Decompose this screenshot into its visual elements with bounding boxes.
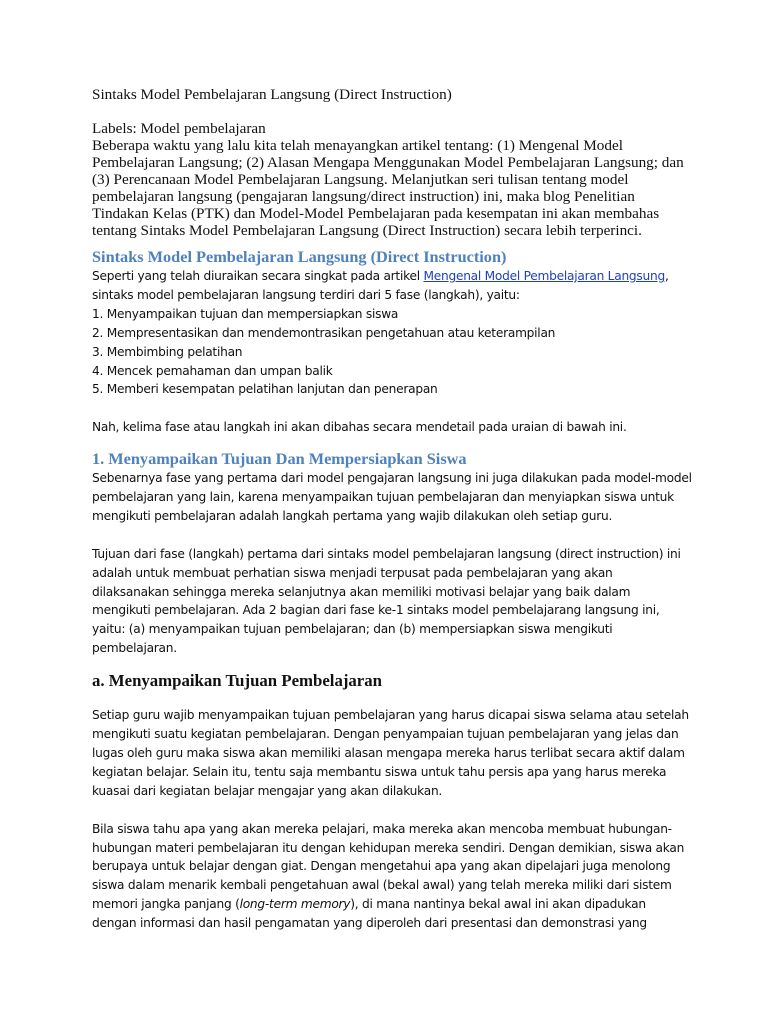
paragraph-text: Bila siswa tahu apa yang akan mereka pelajari, maka mereka akan mencoba membuat hubungan-hubungan materi pembelajaran itu dengan kehidupan mereka sendiri. Dengan demikian, siswa akan berupaya untuk belajar dengan giat. Dengan mengetahui apa yang akan dipelajari juga menolong siswa dalam menarik kembali pengetahuan awal (bekal awal) yang telah mereka miliki dari sistem memori jangka panjang ( — [92, 821, 685, 912]
steps-list — [92, 305, 692, 400]
italic-term: long-term memory — [239, 897, 351, 912]
spacer — [92, 399, 692, 418]
list-item: 2. Mempresentasikan dan mendemontrasikan pengetahuan atau keterampilan — [92, 325, 556, 340]
step-1-paragraph-1: Sebenarnya fase yang pertama dari model pengajaran langsung ini juga dilakukan pada model-model pembelajaran yang lain, karena menyampaikan tujuan pembelajaran dan menyiapkan siswa untuk mengikuti pembelajaran adalah langkah pertama yang wajib dilakukan oleh setiap guru. — [92, 471, 692, 523]
list-item: 4. Mencek pemahaman dan umpan balik — [92, 363, 333, 378]
tujuan-paragraph-1: Setiap guru wajib menyampaikan tujuan pembelajaran yang harus dicapai siswa selama atau setelah mengikuti suatu kegiatan pembelajaran. Dengan penyampaian tujuan pembelajaran yang jelas dan lugas oleh guru maka siswa akan memiliki alasan mengapa mereka harus terlibat secara aktif dalam kegiatan belajar. Selain itu, tentu saja membantu siswa untuk tahu persis apa yang harus mereka kuasai dari kegiatan belajar mengajar yang akan dilakukan. — [92, 708, 689, 798]
list-item: 3. Membimbing pelatihan — [92, 344, 243, 359]
subsection-heading-tujuan: a. Menyampaikan Tujuan Pembelajaran — [92, 671, 382, 691]
tujuan-paragraph-2 — [92, 820, 692, 933]
labels-line: Labels: Model pembelajaran — [92, 120, 266, 137]
lead-text-after-link: , sintaks model pembelajaran langsung terdiri dari 5 fase (langkah), yaitu: — [92, 269, 669, 302]
document-page — [92, 86, 692, 933]
list-item: 1. Menyampaikan tujuan dan mempersiapkan siswa — [92, 306, 399, 321]
intro-paragraph: Beberapa waktu yang lalu kita telah menayangkan artikel tentang: (1) Mengenal Model Pembelajaran Langsung; (2) Alasan Mengapa Menggunakan Model Pembelajaran Langsung; dan (3) Perencanaan Model Pembelajaran Langsung. Melanjutkan seri tulisan tentang model pembelajaran langsung (pengajaran langsung/direct instruction) ini, maka blog Penelitian Tindakan Kelas (PTK) dan Model-Model Pembelajaran pada kesempatan ini akan membahas tentang Sintaks Model Pembelajaran Langsung (Direct Instruction) secara lebih terperinci. — [92, 137, 684, 239]
section-lead-paragraph — [92, 267, 692, 305]
spacer — [92, 526, 692, 545]
spacer — [92, 801, 692, 820]
lead-text-before-link: Seperti yang telah diuraikan secara singkat pada artikel — [92, 269, 424, 283]
list-item: 5. Memberi kesempatan pelatihan lanjutan dan penerapan — [92, 382, 438, 397]
steps-closing-paragraph: Nah, kelima fase atau langkah ini akan dibahas secara mendetail pada uraian di bawah ini. — [92, 420, 627, 435]
document-title: Sintaks Model Pembelajaran Langsung (Direct Instruction) — [92, 86, 452, 103]
step-1-paragraph-2: Tujuan dari fase (langkah) pertama dari sintaks model pembelajaran langsung (direct instruction) ini adalah untuk membuat perhatian siswa menjadi terpusat pada pembelajaran yang akan dilaksanakan sehingga mereka selanjutnya akan memiliki motivasi belajar yang baik dalam mengikuti pembelajaran. Ada 2 bagian dari fase ke-1 sintaks model pembelajarang langsung ini, yaitu: (a) menyampaikan tujuan pembelajaran; dan (b) mempersiapkan siswa mengikuti pembelajaran. — [92, 546, 681, 656]
section-heading-sintaks: Sintaks Model Pembelajaran Langsung (Direct Instruction) — [92, 247, 507, 266]
paragraph-text: ), di mana nantinya bekal awal ini akan dipadukan dengan informasi dan hasil pengamatan yang diperoleh dari presentasi dan demonstrasi yang — [92, 897, 647, 931]
section-heading-step-1: 1. Menyampaikan Tujuan Dan Mempersiapkan Siswa — [92, 449, 467, 469]
link-mengenal-model[interactable]: Mengenal Model Pembelajaran Langsung — [423, 269, 665, 283]
